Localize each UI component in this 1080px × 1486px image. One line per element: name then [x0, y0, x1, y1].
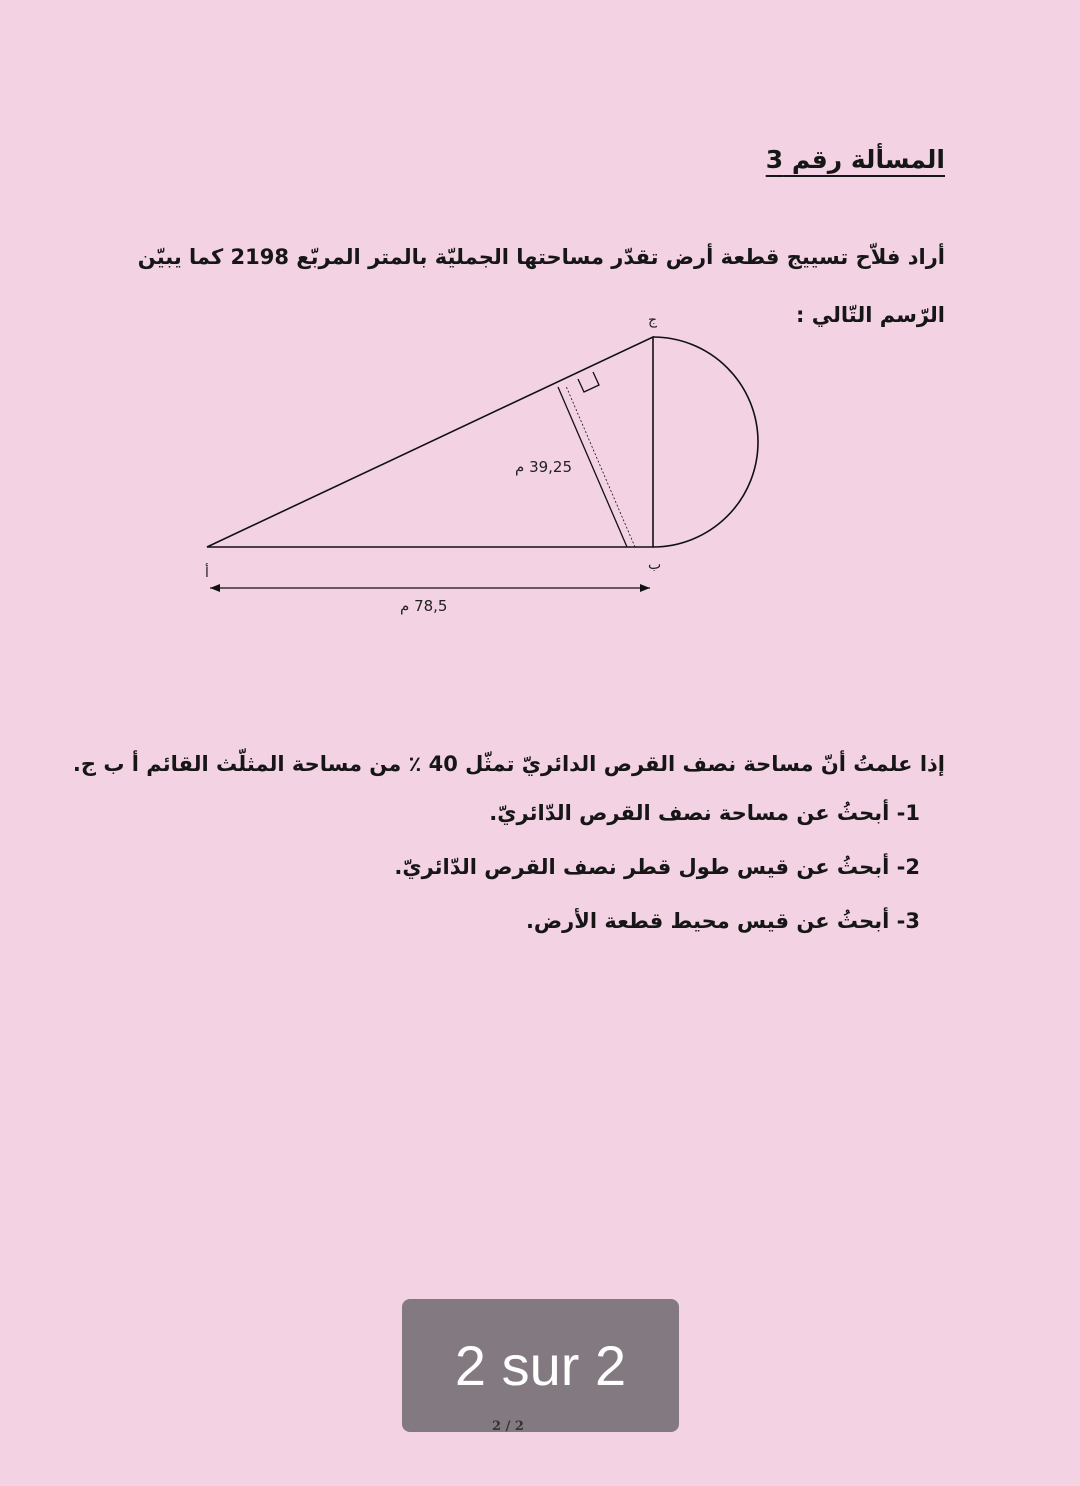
- vertex-label-c: ج: [648, 312, 658, 328]
- geometry-figure: [180, 300, 800, 630]
- triangle-abc: [207, 337, 653, 547]
- height-measure-label: 39,25 م: [515, 458, 573, 476]
- base-measure-label: 78,5 م: [400, 597, 448, 615]
- figure-drawing: [180, 300, 800, 630]
- vertex-label-b: ب: [648, 557, 662, 573]
- vertex-label-a: أ: [205, 565, 209, 581]
- question-list: [394, 800, 920, 962]
- problem-title: المسألة رقم 3: [765, 145, 945, 174]
- page-indicator-toast: [402, 1299, 679, 1432]
- question-item: 3- أبحثُ عن قيس محيط قطعة الأرض.: [525, 909, 920, 933]
- page-indicator-text: 2 sur 2: [454, 1334, 627, 1397]
- right-angle-marker: [578, 372, 599, 392]
- question-item: 2- أبحثُ عن قيس طول قطر نصف القرص الدّائريّ.: [394, 855, 920, 879]
- footer-page-number: 2 / 2: [492, 1419, 524, 1434]
- half-disc: [653, 337, 758, 547]
- question-item: 1- أبحثُ عن مساحة نصف القرص الدّائريّ.: [489, 801, 920, 825]
- problem-info: إذا علمتُ أنّ مساحة نصف القرص الدائريّ تمثّل 40 ٪ من مساحة المثلّث القائم أ ب ج.: [72, 752, 945, 776]
- problem-intro: أراد فلاّح تسييج قطعة أرض تقدّر مساحتها الجمليّة بالمتر المربّع 2198 كما يبيّن الرّسم التّالي :: [137, 245, 945, 327]
